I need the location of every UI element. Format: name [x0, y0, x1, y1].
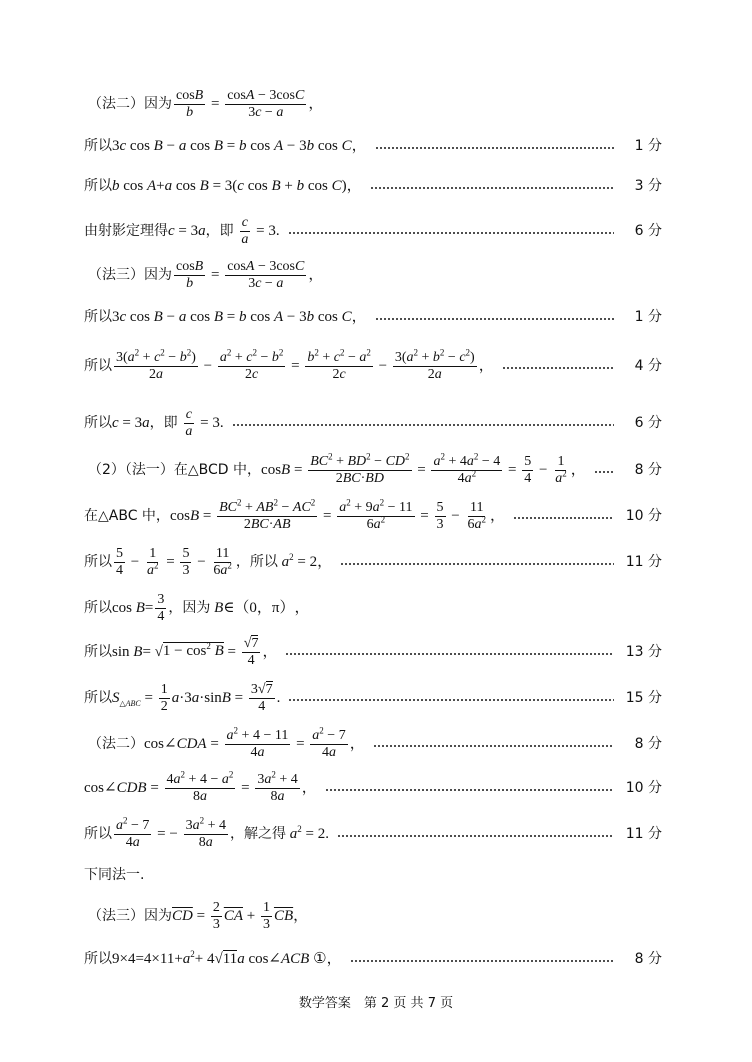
- score-label: 6 分: [634, 415, 662, 431]
- solution-line: [84, 814, 662, 854]
- line-suffix: ，: [351, 308, 367, 325]
- dot-leader: [513, 517, 614, 519]
- dot-leader: [375, 147, 614, 149]
- solution-line: [88, 896, 662, 936]
- solution-line: [84, 137, 662, 155]
- solution-line: [88, 88, 662, 120]
- line-suffix: ，: [570, 461, 586, 478]
- line-prefix: 下同法一.: [84, 867, 145, 883]
- dot-leader: [340, 563, 614, 565]
- solution-line: [84, 866, 662, 884]
- score-label: 13 分: [625, 644, 662, 660]
- line-math: $\sin B= √1 - \cos^2 B$ = $\frac{√7}{4}$: [112, 635, 259, 668]
- line-math: $\frac{\cos B}{b}$ = $\frac{\cos A - 3\cos C}{3c - a}$: [176, 258, 305, 291]
- line-math: c = 3a，即 $\frac{c}{a}$ = 3: [112, 406, 220, 439]
- solution-line: [84, 542, 662, 582]
- line-prefix: 所以: [84, 951, 112, 967]
- dot-leader: [232, 424, 614, 426]
- dot-leader: [350, 960, 614, 962]
- score-label: 8 分: [634, 462, 662, 478]
- line-suffix: ，: [308, 95, 324, 112]
- score-label: 11 分: [625, 826, 662, 842]
- line-math: $S_{\triangle ABC}$ = $\frac{1}{2}$ a·3a·sinB = $\frac{3√7}{4}$: [112, 681, 273, 714]
- dot-leader: [337, 835, 614, 837]
- dot-leader: [370, 187, 614, 189]
- score-label: 15 分: [625, 690, 662, 706]
- line-prefix: （法三）因为: [88, 267, 172, 283]
- solution-line: [84, 406, 662, 440]
- line-math: cos∠CDB = $\frac{4a^2 + 4 - a^2}{8a}$ = $\frac{3a^2 + 4}{8a}$: [84, 768, 298, 804]
- dot-leader: [502, 367, 614, 369]
- line-prefix: （法二）: [88, 736, 144, 752]
- solution-line: [84, 588, 662, 628]
- line-math: cos B= $\frac{3}{4}$ ，因为 B∈（0，π）: [112, 591, 295, 624]
- line-suffix: ，: [293, 907, 309, 924]
- line-math: cosB = $\frac{BC^2 + BD^2 - CD^2}{2BC\cdot BD}$ = $\frac{a^2 + 4a^2 - 4}{4a^2}$ = $\frac{5}{4}$ − $\frac{1}{a^2}$: [261, 450, 567, 486]
- line-prefix: 所以: [84, 826, 112, 842]
- score-label: 11 分: [625, 554, 662, 570]
- solution-line: [84, 346, 662, 386]
- dot-leader: [375, 318, 614, 320]
- line-suffix: .: [325, 825, 329, 842]
- line-suffix: ，: [317, 553, 333, 570]
- line-prefix: 所以: [84, 415, 112, 431]
- solution-line: [88, 258, 662, 292]
- line-prefix: （法二）因为: [88, 96, 172, 112]
- line-prefix: （2）（法一）在△BCD 中，: [88, 462, 262, 478]
- line-suffix: ，: [478, 357, 494, 374]
- line-prefix: 所以: [84, 309, 112, 325]
- line-suffix: ，: [301, 779, 317, 796]
- solution-line: [84, 496, 662, 536]
- solution-line: [84, 632, 662, 672]
- solution-line: [84, 768, 662, 808]
- line-prefix: 所以: [84, 178, 112, 194]
- line-prefix: （法三）因为: [88, 908, 172, 924]
- line-math: $\overline{CD}$ = $\frac{2}{3}$ $\overline{CA}$ + $\frac{1}{3}$ $\overline{CB}$: [172, 899, 294, 932]
- line-prefix: 由射影定理得: [84, 223, 168, 239]
- line-suffix: ，: [346, 177, 362, 194]
- line-math: c = 3a，即 $\frac{c}{a}$ = 3: [168, 214, 276, 247]
- solution-line: [84, 308, 662, 326]
- line-math: $\frac{5}{4}$ − $\frac{1}{a^2}$ = $\frac{5}{3}$ − $\frac{11}{6a^2}$ ，所以 $a^2 = 2$: [116, 545, 318, 578]
- solution-line: [84, 948, 662, 970]
- line-math: $9\times 4=4\times 11+a^2+ 4√11a$ cos∠ACB ①: [112, 948, 327, 967]
- line-suffix: .: [276, 689, 281, 706]
- line-math: $\frac{a^2 - 7}{4a}$ = − $\frac{3a^2 + 4}{8a}$ ，解之得 $a^2 = 2$: [116, 814, 326, 850]
- score-label: 1 分: [634, 309, 662, 325]
- score-label: 6 分: [634, 223, 662, 239]
- line-suffix: .: [275, 222, 280, 239]
- solution-line: [84, 214, 662, 248]
- line-prefix: 在△ABC 中，: [84, 508, 170, 524]
- line-math: b cos A+a cos B = 3(c cos B + b cos C): [112, 177, 347, 194]
- score-label: 10 分: [625, 780, 662, 796]
- solution-line: [84, 176, 662, 196]
- solution-line: [88, 450, 662, 490]
- score-label: 3 分: [634, 178, 662, 194]
- solution-line: [84, 678, 662, 718]
- line-prefix: 所以: [84, 358, 112, 374]
- score-label: 4 分: [634, 358, 662, 374]
- line-prefix: 所以: [84, 690, 112, 706]
- dot-leader: [594, 471, 614, 473]
- solution-line: [88, 724, 662, 764]
- dot-leader: [288, 232, 614, 234]
- line-math: cosB = $\frac{BC^2 + AB^2 - AC^2}{2BC\cdot AB}$ = $\frac{a^2 + 9a^2 - 11}{6a^2}$ = $\frac{5}{3}$ − $\frac{11}{6a^2}$: [169, 496, 486, 532]
- dot-leader: [285, 653, 614, 655]
- line-math: $\frac{3(a^2 + c^2 - b^2)}{2a}$ − $\frac{a^2 + c^2 - b^2}{2c}$ = $\frac{b^2 + c^2 - a^2}{2c}$ − $\frac{3(a^2 + b^2 - c^2)}{2a}$: [116, 346, 475, 382]
- line-math: cos∠CDA = $\frac{a^2 + 4 - 11}{4a}$ = $\frac{a^2 - 7}{4a}$: [144, 724, 346, 760]
- score-label: 8 分: [634, 951, 662, 967]
- score-label: 1 分: [634, 138, 662, 154]
- dot-leader: [325, 789, 614, 791]
- page-footer: 数学答案 第 2 页 共 7 页: [298, 996, 454, 1011]
- dot-leader: [288, 699, 614, 701]
- line-suffix: ，: [262, 643, 278, 660]
- line-suffix: ，: [489, 507, 505, 524]
- line-prefix: 所以: [84, 138, 112, 154]
- line-suffix: ，: [308, 266, 324, 283]
- line-math: 3c cos B − a cos B = b cos A − 3b cos C: [112, 308, 352, 325]
- score-label: 10 分: [625, 508, 662, 524]
- line-prefix: 所以: [84, 644, 112, 660]
- line-suffix: ，: [351, 137, 367, 154]
- line-suffix: ，: [294, 599, 310, 616]
- line-suffix: .: [219, 414, 224, 431]
- line-prefix: 所以: [84, 554, 112, 570]
- dot-leader: [373, 745, 614, 747]
- score-label: 8 分: [634, 736, 662, 752]
- line-math: $\frac{\cos B}{b}$ = $\frac{\cos A - 3\cos C}{3c - a}$: [176, 87, 305, 120]
- line-suffix: ，: [349, 735, 365, 752]
- line-prefix: 所以: [84, 600, 112, 616]
- line-math: 3c cos B − a cos B = b cos A − 3b cos C: [112, 137, 352, 154]
- line-suffix: ，: [326, 950, 342, 967]
